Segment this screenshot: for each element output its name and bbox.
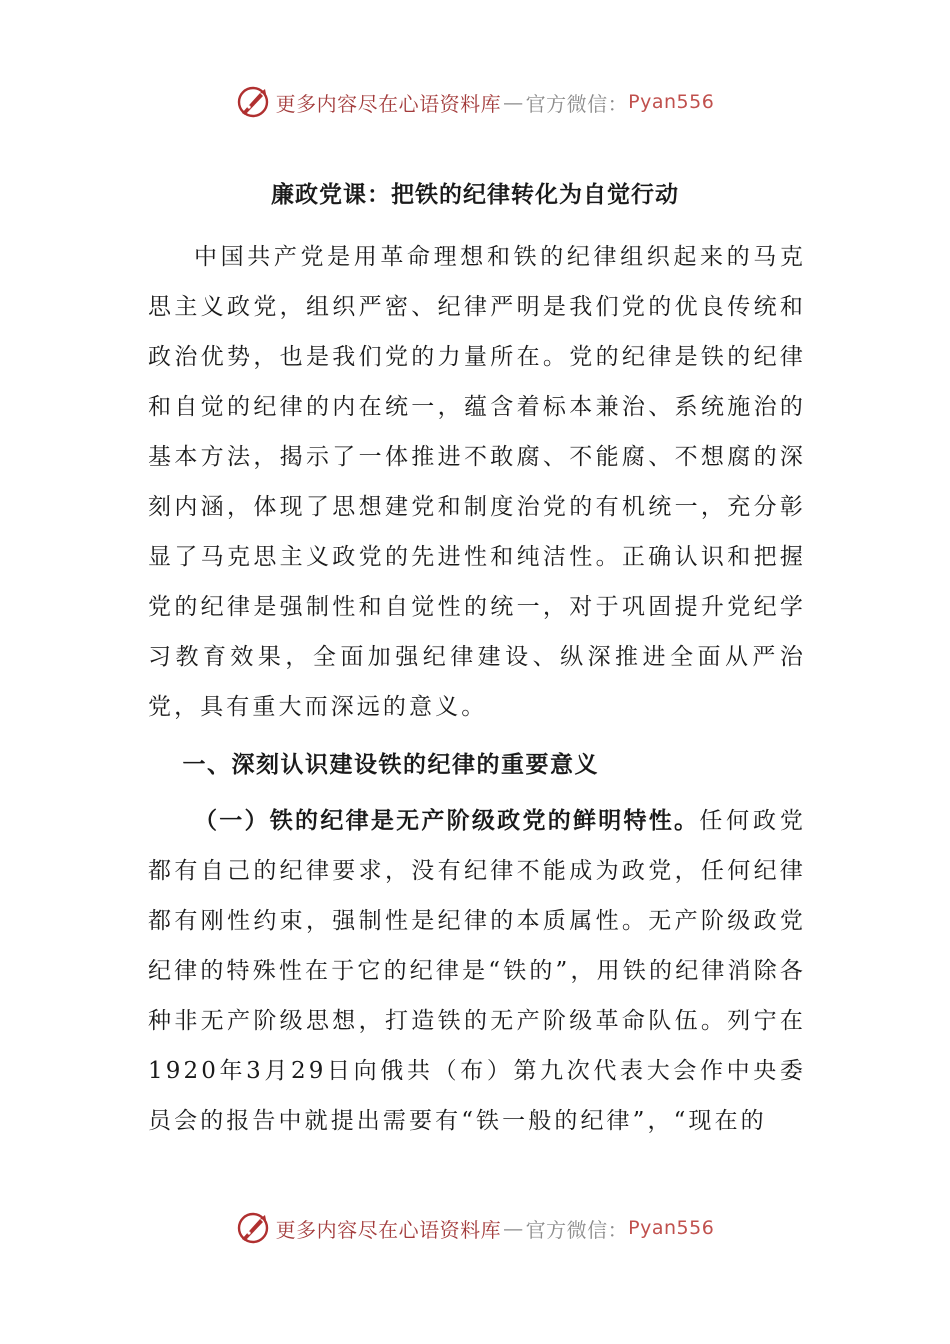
subsection-lead: （一）铁的纪律是无产阶级政党的鲜明特性。	[194, 807, 700, 834]
watermark-header	[0, 82, 950, 122]
watermark-footer	[0, 1208, 950, 1248]
paragraph-subsection-1	[148, 796, 806, 1146]
watermark-wechat-id: Pyan556	[628, 91, 715, 113]
watermark-main-text: 更多内容尽在心语资料库	[275, 91, 502, 116]
watermark-dash: —	[503, 1216, 524, 1240]
subsection-body: 任何政党都有自己的纪律要求，没有纪律不能成为政党，任何纪律都有刚性约束，强制性是纪律的本质属性。无产阶级政党纪律的特殊性在于它的纪律是“铁的”，用铁的纪律消除各种非无产阶级思想，打造铁的无产阶级革命队伍。列宁在1920年3月29日向俄共（布）第九次代表大会作中央委员会的报告中就提出需要有“铁一般的纪律”，“现在的	[148, 808, 807, 1134]
document-body	[148, 232, 806, 1146]
paragraph-intro: 中国共产党是用革命理想和铁的纪律组织起来的马克思主义政党，组织严密、纪律严明是我们党的优良传统和政治优势，也是我们党的力量所在。党的纪律是铁的纪律和自觉的纪律的内在统一，蕴含着标本兼治、系统施治的基本方法，揭示了一体推进不敢腐、不能腐、不想腐的深刻内涵，体现了思想建党和制度治党的有机统一，充分彰显了马克思主义政党的先进性和纯洁性。正确认识和把握党的纪律是强制性和自觉性的统一，对于巩固提升党纪学习教育效果，全面加强纪律建设、纵深推进全面从严治党，具有重大而深远的意义。	[148, 244, 806, 720]
section-heading-1: 一、深刻认识建设铁的纪律的重要意义	[182, 751, 599, 778]
pen-nib-logo-icon	[236, 85, 270, 119]
pen-nib-logo-icon	[236, 1211, 270, 1245]
watermark-main-text: 更多内容尽在心语资料库	[275, 1217, 502, 1242]
watermark-wechat-id: Pyan556	[628, 1217, 715, 1239]
watermark-wechat-label: 官方微信：	[525, 1217, 629, 1242]
watermark-wechat-label: 官方微信：	[525, 91, 629, 116]
document-title: 廉政党课：把铁的纪律转化为自觉行动	[271, 181, 679, 208]
watermark-dash: —	[503, 90, 524, 114]
